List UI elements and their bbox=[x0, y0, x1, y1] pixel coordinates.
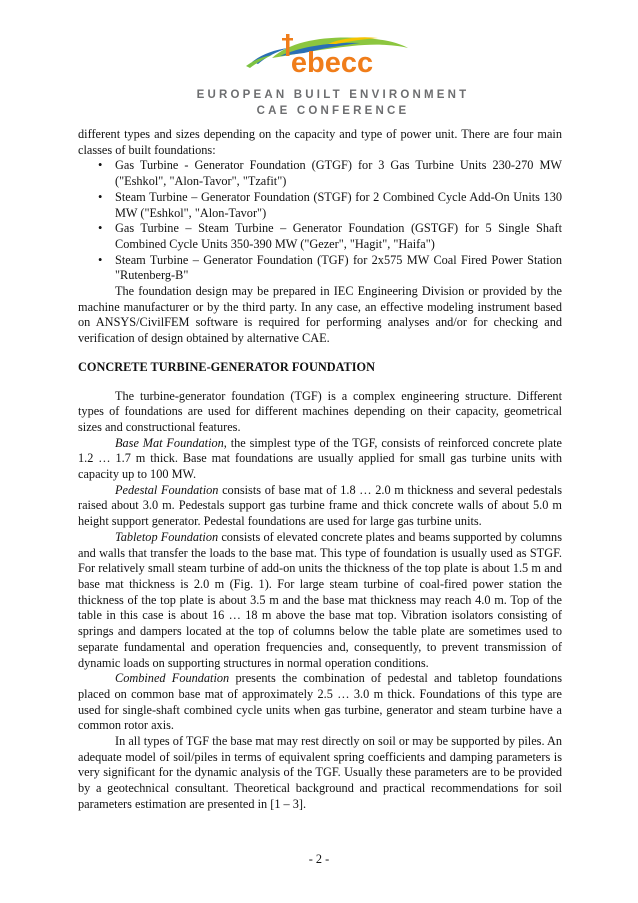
bullet-gstgf: • Gas Turbine – Steam Turbine – Generator Foundation (GSTGF) for 5 Single Shaft Combined Cycle Units 350-390 MW ("Gezer", "Hagit", "Haifa") bbox=[78, 221, 562, 252]
pedestal-paragraph bbox=[78, 483, 562, 530]
base-mat-term: Base Mat Foundation bbox=[115, 435, 224, 450]
foundation-class-list bbox=[78, 158, 562, 284]
tgf-paragraph: The turbine-generator foundation (TGF) is a complex engineering structure. Different types of foundations are used for different machines depending on their capacity, geometrical sizes and constructional features. bbox=[78, 388, 562, 434]
combined-paragraph bbox=[78, 671, 562, 734]
base-mat-paragraph bbox=[78, 436, 562, 483]
page-number: - 2 - bbox=[308, 852, 330, 866]
ebecc-logo-text: ebecc bbox=[290, 47, 374, 79]
combined-text: presents the combination of pedestal and tabletop foundations placed on common base mat of approximately 2.5 … 3.0 m thick. Foundations of this type are used for single-shaft combined cycle units when gas turbine, generator and steam turbine have a common rotor axis. bbox=[78, 671, 562, 733]
conference-name-line1: EUROPEAN BUILT ENVIRONMENT bbox=[196, 89, 470, 101]
combined-term: Combined Foundation bbox=[115, 671, 230, 686]
bullet-gtgf: • Gas Turbine - Generator Foundation (GTGF) for 3 Gas Turbine Units 230-270 MW ("Eshkol", "Alon-Tavor", "Tzafit") bbox=[78, 158, 562, 189]
tabletop-term: Tabletop Foundation bbox=[115, 529, 219, 544]
soil-paragraph: In all types of TGF the base mat may rest directly on soil or may be supported by piles. An adequate model of soil/piles in terms of equivalent spring coefficients and damping parameters is very significant for the dynamic analysis of the TGF. Usually these parameters are to be provided by a geotechnical consultant. Theoretical background and practical recommendations for soil parameters estimation are presented in [1 – 3]. bbox=[78, 734, 562, 811]
bullet-tgf: • Steam Turbine – Generator Foundation (TGF) for 2x575 MW Coal Fired Power Station "Rutenberg-B" bbox=[78, 253, 562, 284]
tabletop-paragraph bbox=[78, 530, 562, 671]
section-heading: CONCRETE TURBINE-GENERATOR FOUNDATION bbox=[78, 359, 375, 374]
body-text bbox=[78, 127, 562, 813]
conference-header bbox=[0, 22, 638, 122]
design-paragraph: The foundation design may be prepared in IEC Engineering Division or provided by the machine manufacturer or by the third party. In any case, an effective modeling instrument based on ANSYS/CivilFEM software is required for performing analyses and/or for checking and verification of design obtained by alternative CAE. bbox=[78, 284, 562, 346]
tabletop-text: consists of elevated concrete plates and beams supported by columns and walls that transfer the loads to the base mat. This type of foundation is usually used as STGF. For relatively small steam turbine of add-on units the thickness of the top plate is about 1.5 m and base mat thickness is 2.0 m (Fig. 1). For large steam turbine of coal-fired power station the thickness of the top plate is about 3.5 m and the base mat thickness may reach 4.0 m. Top of the table in this case is about 16 … 18 m above the base mat top. Vibration isolators consisting of springs and dampers located at the top of columns below the table plate are sometimes used to separate fundamental and operation frequencies and, consequently, to prevent transmission of dynamic loads on supporting structures in normal operation conditions. bbox=[78, 529, 562, 670]
intro-paragraph: different types and sizes depending on the capacity and type of power unit. There are four main classes of built foundations: bbox=[78, 127, 562, 157]
pedestal-text: consists of base mat of 1.8 … 2.0 m thickness and several pedestals raised about 3.0 m. Pedestals support gas turbine frame and thick concrete walls of about 5.0 m height support generator. Pedestal foundations are used for large gas turbine units. bbox=[78, 482, 563, 529]
pedestal-term: Pedestal Foundation bbox=[115, 482, 219, 497]
base-mat-text: , the simplest type of the TGF, consists of reinforced concrete plate 1.2 … 1.7 m thick. Base mat foundations are usually applied for small gas turbine units with capacity up to 100 MW. bbox=[78, 435, 562, 482]
conference-name-line2: CAE CONFERENCE bbox=[256, 105, 410, 117]
bullet-stgf: • Steam Turbine – Generator Foundation (STGF) for 2 Combined Cycle Add-On Units 130 MW ("Eshkol", "Alon-Tavor") bbox=[78, 190, 562, 221]
